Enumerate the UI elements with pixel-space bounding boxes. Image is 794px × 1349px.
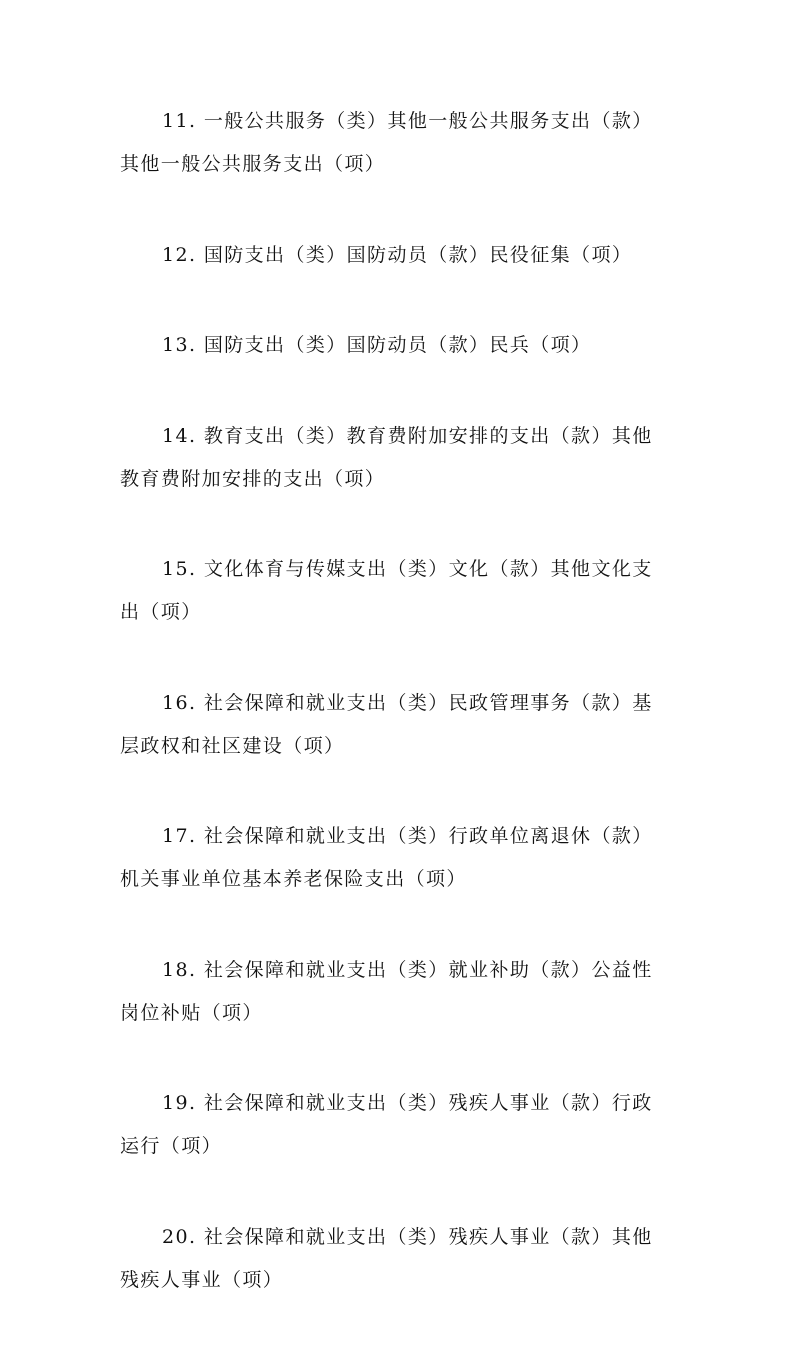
item-line: 残疾人事业（项） — [120, 1268, 284, 1291]
item-line: 11. 一般公共服务（类）其他一般公共服务支出（款） — [162, 110, 653, 132]
item-line: 13. 国防支出（类）国防动员（款）民兵（项） — [162, 334, 592, 356]
item-line: 15. 文化体育与传媒支出（类）文化（款）其他文化支 — [162, 558, 653, 580]
list-item — [120, 100, 670, 186]
list-item — [120, 1082, 670, 1168]
list-item — [120, 324, 670, 367]
list-item — [120, 234, 670, 277]
item-line: 层政权和社区建设（项） — [120, 734, 345, 757]
item-line: 其他一般公共服务支出（项） — [120, 153, 386, 175]
list-item — [120, 682, 670, 768]
list-item — [120, 1216, 670, 1302]
item-line: 20. 社会保障和就业支出（类）残疾人事业（款）其他 — [162, 1225, 653, 1248]
item-line: 出（项） — [120, 601, 202, 623]
item-line: 运行（项） — [120, 1135, 223, 1157]
item-line: 18. 社会保障和就业支出（类）就业补助（款）公益性 — [162, 958, 653, 981]
item-line: 16. 社会保障和就业支出（类）民政管理事务（款）基 — [162, 691, 653, 714]
list-item — [120, 949, 670, 1035]
list-item — [120, 548, 670, 634]
list-item — [120, 815, 670, 901]
list-item — [120, 415, 670, 501]
item-line: 12. 国防支出（类）国防动员（款）民役征集（项） — [162, 243, 633, 266]
item-line: 岗位补贴（项） — [120, 1001, 263, 1024]
document-page — [120, 100, 670, 1349]
item-line: 17. 社会保障和就业支出（类）行政单位离退休（款） — [162, 825, 653, 847]
item-line: 14. 教育支出（类）教育费附加安排的支出（款）其他 — [162, 424, 653, 447]
item-line: 19. 社会保障和就业支出（类）残疾人事业（款）行政 — [162, 1092, 653, 1114]
item-line: 教育费附加安排的支出（项） — [120, 467, 386, 490]
item-line: 机关事业单位基本养老保险支出（项） — [120, 868, 467, 890]
